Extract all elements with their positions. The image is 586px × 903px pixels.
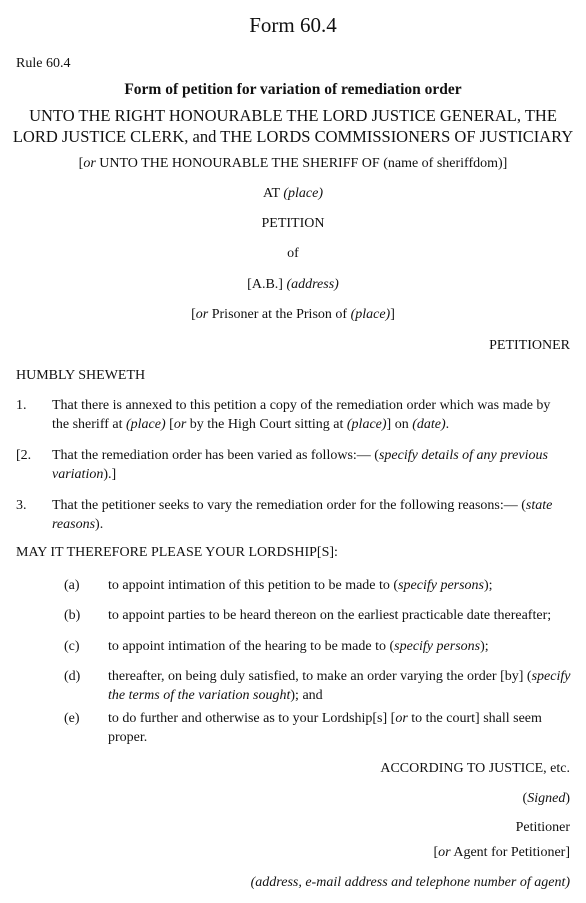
item-c-letter: (c) (64, 639, 80, 654)
petition-label: PETITION (261, 216, 325, 231)
humbly-sheweth: HUMBLY SHEWETH (16, 368, 146, 383)
item-d-text: thereafter, on being duly satisfied, to make an order varying the order [by] (specify the terms of the variation sought); and (108, 669, 571, 703)
according-to-justice: ACCORDING TO JUSTICE, etc. (380, 761, 570, 776)
petitioner-label: PETITIONER (489, 338, 570, 353)
form-title: Form 60.4 (249, 13, 337, 37)
para-2-number: [2. (16, 448, 32, 463)
para-1-number: 1. (16, 398, 27, 413)
para-2-text: That the remediation order has been varied as follows:— (specify details of any previous variation).] (52, 448, 548, 482)
petitioner-signature-label: Petitioner (515, 820, 570, 835)
of-label: of (287, 246, 299, 261)
para-3-text: That the petitioner seeks to vary the remediation order for the following reasons:— (state reasons). (52, 498, 553, 532)
para-3-number: 3. (16, 498, 27, 513)
agent-address-line: (address, e-mail address and telephone number of agent) (250, 875, 570, 890)
item-d-letter: (d) (64, 669, 81, 684)
form-heading: Form of petition for variation of remediation order (124, 81, 462, 98)
item-e-letter: (e) (64, 711, 80, 726)
at-place-line: AT (place) (262, 186, 323, 201)
signed-line: (Signed) (522, 791, 570, 806)
address-line-2: LORD JUSTICE CLERK, and THE LORDS COMMISSIONERS OF JUSTICIARY (12, 127, 574, 146)
alternative-address: [or UNTO THE HONOURABLE THE SHERIFF OF (name of sheriffdom)] (78, 156, 508, 171)
item-b-text: to appoint parties to be heard thereon on the earliest practicable date thereafter; (108, 608, 552, 623)
item-a-text: to appoint intimation of this petition to be made to (specify persons); (108, 578, 493, 593)
rule-reference: Rule 60.4 (16, 56, 71, 71)
prisoner-line: [or Prisoner at the Prison of (place)] (191, 307, 395, 322)
item-b-letter: (b) (64, 608, 81, 623)
item-c-text: to appoint intimation of the hearing to be made to (specify persons); (108, 639, 489, 654)
agent-line: [or Agent for Petitioner] (433, 845, 570, 860)
petitioner-name-line: [A.B.] (address) (247, 277, 339, 292)
item-a-letter: (a) (64, 578, 80, 593)
item-e-text: to do further and otherwise as to your Lordship[s] [or to the court] shall seem proper. (108, 711, 542, 745)
address-line-1: UNTO THE RIGHT HONOURABLE THE LORD JUSTICE GENERAL, THE (29, 106, 557, 125)
para-1-text: That there is annexed to this petition a copy of the remediation order which was made by the sheriff at (place) [or by the High Court sitting at (place)] on (date). (52, 398, 551, 432)
prayer-heading: MAY IT THEREFORE PLEASE YOUR LORDSHIP[S]: (16, 545, 338, 560)
